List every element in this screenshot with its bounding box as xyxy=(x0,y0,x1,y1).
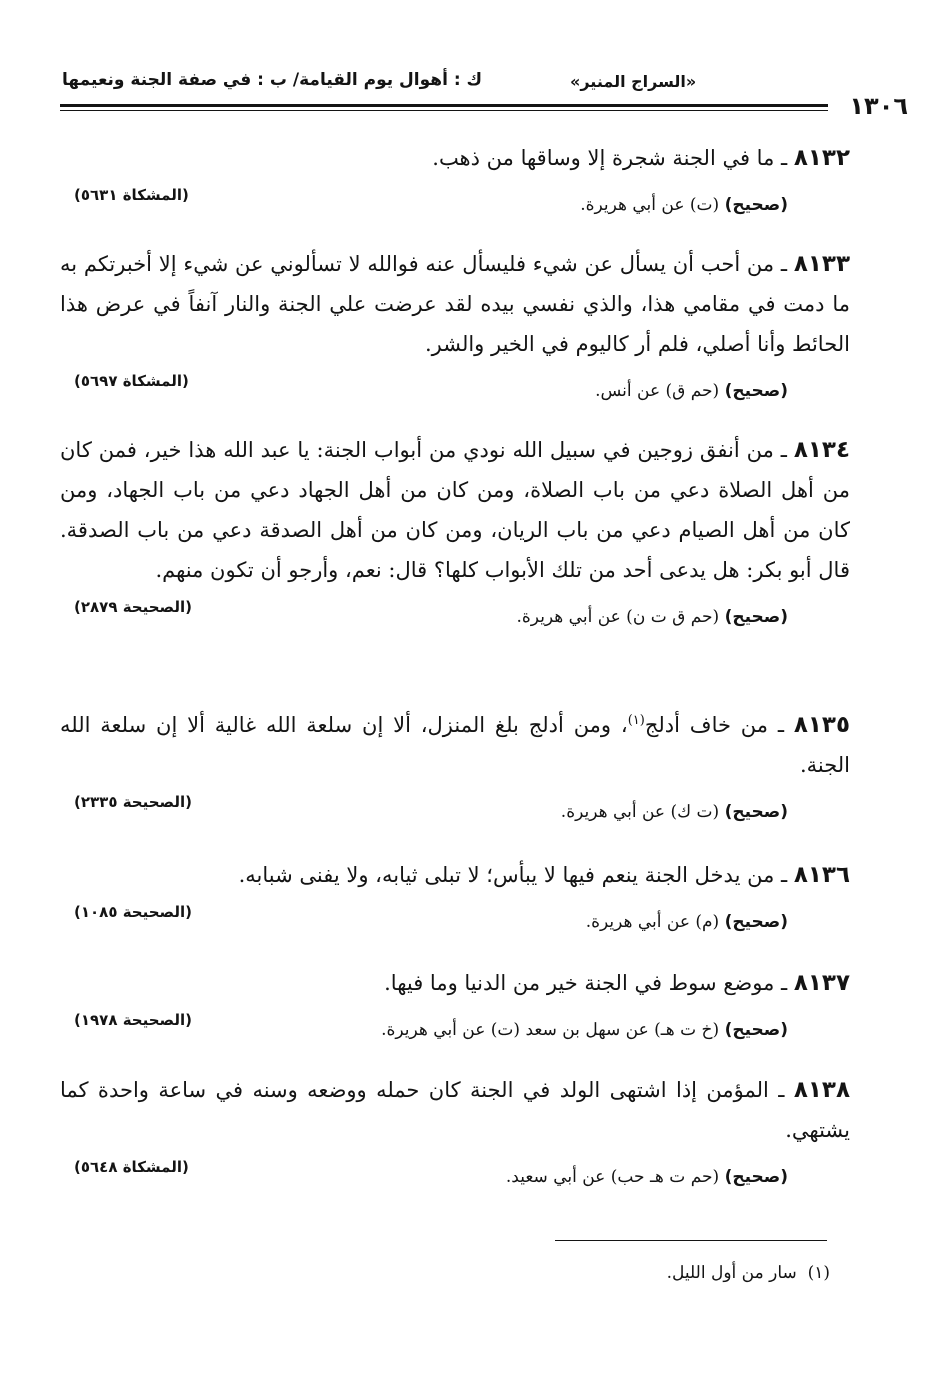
footnote-rule xyxy=(555,1240,827,1241)
grade-sources: (ت ك) عن أبي هريرة. xyxy=(560,802,720,822)
hadith-text: ٨١٣٦ ـ من يدخل الجنة ينعم فيها لا يبأس؛ لا تبلى ثيابه، ولا يفنى شبابه. xyxy=(238,862,850,888)
grade-source xyxy=(561,795,788,829)
reference: (المشكاة ٥٦٤٨) xyxy=(74,1158,189,1176)
grade-word: (صحيح) xyxy=(724,912,788,932)
hadith-entry xyxy=(60,430,850,634)
grade-word: (صحيح) xyxy=(724,1020,788,1040)
grade-source xyxy=(381,1013,788,1047)
hadith-number: ٨١٣٤ xyxy=(793,437,850,463)
reference: (الصحيحة ١٠٨٥) xyxy=(74,903,192,921)
hadith-body: المؤمن إذا اشتهى الولد في الجنة كان حمله ووضعه وسنه في ساعة واحدة كما يشتهي. xyxy=(60,1078,850,1142)
header-rule-thin xyxy=(60,110,828,111)
hadith-entry xyxy=(60,1070,850,1194)
hadith-number: ٨١٣٨ xyxy=(793,1077,850,1103)
hadith-entry xyxy=(60,244,850,408)
reference: (الصحيحة ٢٣٣٥) xyxy=(74,793,192,811)
hadith-number: ٨١٣٦ xyxy=(793,862,850,888)
footnote-marker[interactable]: (١) xyxy=(627,713,645,728)
grade-line xyxy=(60,188,850,222)
hadith-number: ٨١٣٧ xyxy=(793,970,850,996)
hadith-body-rest: ، ومن أدلج بلغ المنزل، ألا إن سلعة الله غالية ألا إن سلعة الله الجنة. xyxy=(60,713,850,777)
book-title: «السراج المنير» xyxy=(570,72,697,91)
hadith-entry xyxy=(60,855,850,939)
hadith-entry xyxy=(60,705,850,829)
grade-line xyxy=(60,1160,850,1194)
header-rule xyxy=(60,104,828,107)
hadith-number: ٨١٣٢ xyxy=(793,145,850,171)
grade-line xyxy=(60,1013,850,1047)
grade-sources: (خ ت هـ) عن سهل بن سعد (ت) عن أبي هريرة. xyxy=(381,1020,720,1040)
grade-sources: (ت) عن أبي هريرة. xyxy=(580,195,720,215)
hadith-body-start: من خاف أدلج xyxy=(644,713,769,737)
hadith-number: ٨١٣٥ xyxy=(793,712,850,738)
grade-sources: (حم ق) عن أنس. xyxy=(595,381,720,401)
grade-line xyxy=(60,374,850,408)
chapter-heading: ك : أهوال يوم القيامة/ ب : في صفة الجنة ونعيمها xyxy=(62,70,483,90)
grade-word: (صحيح) xyxy=(724,381,788,401)
grade-sources: (حم ت هـ حب) عن أبي سعيد. xyxy=(505,1167,720,1187)
grade-source xyxy=(595,374,788,408)
grade-word: (صحيح) xyxy=(724,1167,788,1187)
footnote-text: سار من أول الليل. xyxy=(666,1263,797,1283)
grade-line xyxy=(60,795,850,829)
hadith-body: موضع سوط في الجنة خير من الدنيا وما فيها. xyxy=(384,971,775,995)
grade-source xyxy=(506,1160,788,1194)
hadith-text: ٨١٣٢ ـ ما في الجنة شجرة إلا وساقها من ذهب. xyxy=(432,145,850,171)
grade-word: (صحيح) xyxy=(724,195,788,215)
reference: (المشكاة ٥٦٩٧) xyxy=(74,372,189,390)
reference: (الصحيحة ١٩٧٨) xyxy=(74,1011,192,1029)
grade-word: (صحيح) xyxy=(724,607,788,627)
hadith-body: من أنفق زوجين في سبيل الله نودي من أبواب الجنة: يا عبد الله هذا خير، فمن كان من أهل الصلاة دعي من باب الصلاة، ومن كان من أهل الجهاد دعي من باب الجهاد، ومن كان من أهل الصيام دعي من باب الريان، ومن كان من أهل الصدقة دعي من باب الصدقة. قال أبو بكر: هل يدعى أحد من تلك الأبواب كلها؟ قال: نعم، وأرجو أن تكون منهم. xyxy=(60,438,850,582)
reference: (المشكاة ٥٦٣١) xyxy=(74,186,189,204)
grade-line xyxy=(60,600,850,634)
hadith-text: ٨١٣٧ ـ موضع سوط في الجنة خير من الدنيا وما فيها. xyxy=(384,970,850,996)
hadith-text: ٨١٣٨ ـ المؤمن إذا اشتهى الولد في الجنة كان حمله ووضعه وسنه في ساعة واحدة كما يشتهي. xyxy=(60,1077,850,1142)
hadith-body: من يدخل الجنة ينعم فيها لا يبأس؛ لا تبلى ثيابه، ولا يفنى شبابه. xyxy=(238,863,775,887)
footnote-mark: (١) xyxy=(807,1263,830,1283)
page-number: ١٣٠٦ xyxy=(849,92,908,120)
grade-sources: (حم ق ت ن) عن أبي هريرة. xyxy=(516,607,720,627)
hadith-text: ٨١٣٤ ـ من أنفق زوجين في سبيل الله نودي من أبواب الجنة: يا عبد الله هذا خير، فمن كان من أهل الصلاة دعي من باب الصلاة، ومن كان من أهل الجهاد دعي من باب الجهاد، ومن كان من أهل الصيام دعي من باب الريان، ومن كان من أهل الصدقة دعي من باب الصدقة. قال أبو بكر: هل يدعى أحد من تلك الأبواب كلها؟ قال: نعم، وأرجو أن تكون منهم. xyxy=(60,437,850,582)
hadith-body: ما في الجنة شجرة إلا وساقها من ذهب. xyxy=(432,146,775,170)
hadith-text: ٨١٣٣ ـ من أحب أن يسأل عن شيء فليسأل عنه فوالله لا تسألوني عن شيء إلا أخبرتكم به ما دمت في مقامي هذا، والذي نفسي بيده لقد عرضت علي الجنة والنار آنفاً في عرض هذا الحائط وأنا أصلي، فلم أر كاليوم في الخير والشر. xyxy=(60,251,850,356)
grade-source xyxy=(517,600,789,634)
grade-word: (صحيح) xyxy=(724,802,788,822)
grade-source xyxy=(586,905,788,939)
hadith-entry xyxy=(60,138,850,222)
reference: (الصحيحة ٢٨٧٩) xyxy=(74,598,192,616)
grade-line xyxy=(60,905,850,939)
hadith-entry xyxy=(60,963,850,1047)
footnote xyxy=(560,1258,830,1288)
hadith-body: من أحب أن يسأل عن شيء فليسأل عنه فوالله لا تسألوني عن شيء إلا أخبرتكم به ما دمت في مقامي هذا، والذي نفسي بيده لقد عرضت علي الجنة والنار آنفاً في عرض هذا الحائط وأنا أصلي، فلم أر كاليوم في الخير والشر. xyxy=(60,252,850,356)
hadith-number: ٨١٣٣ xyxy=(793,251,850,277)
hadith-text: ٨١٣٥ ـ من خاف أدلج$^{(١)}$، ومن أدلج بلغ المنزل، ألا إن سلعة الله غالية ألا إن سلعة الله الجنة. xyxy=(60,712,850,777)
grade-source xyxy=(580,188,788,222)
grade-sources: (م) عن أبي هريرة. xyxy=(585,912,720,932)
